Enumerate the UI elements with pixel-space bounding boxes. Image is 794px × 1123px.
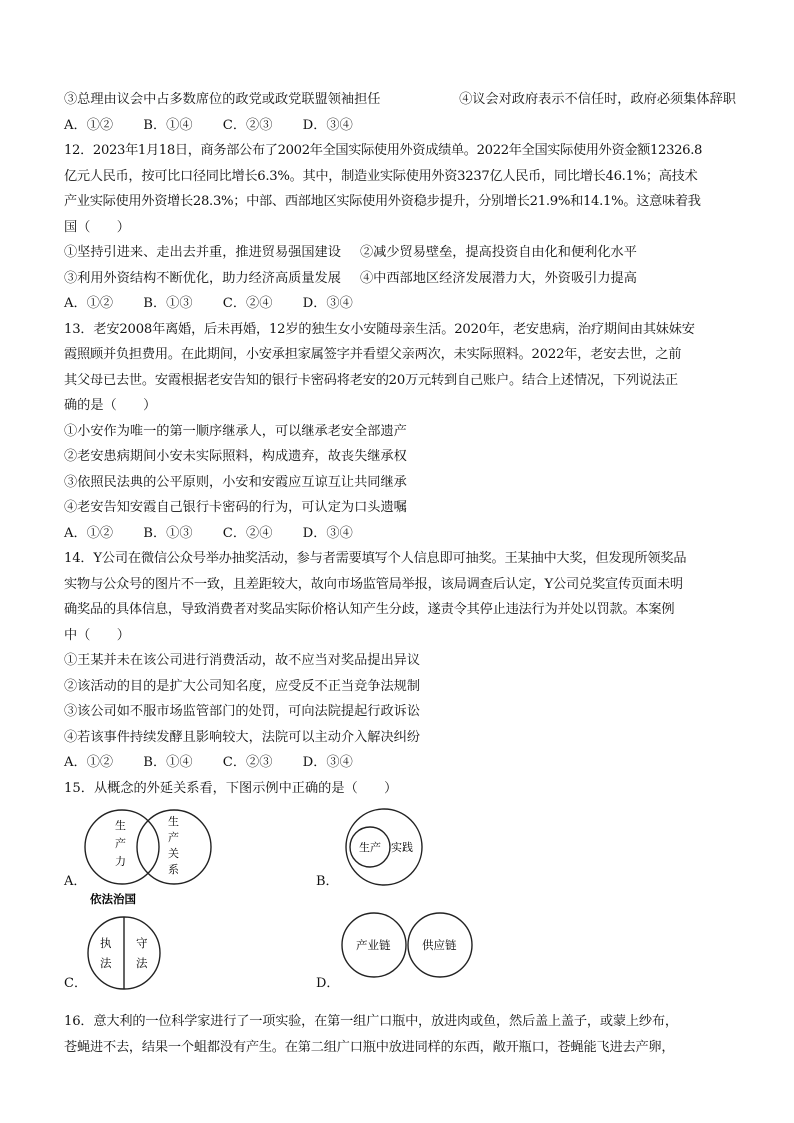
- q11-options-row-2: [64, 87, 736, 113]
- figure-a-label: A．: [64, 874, 87, 889]
- answer-a: A．①②: [64, 296, 114, 311]
- answer-b: B．①④: [143, 755, 193, 770]
- q14-stem-line: 14．Y公司在微信公众号举办抽奖活动，参与者需要填写个人信息即可抽奖。王某抽中大奖，但发现所领奖品: [64, 551, 687, 566]
- question-13: [64, 317, 736, 547]
- answer-c: C．②③: [222, 117, 273, 133]
- q12-stem-line: 产业实际使用外资增长28.3%；中部、西部地区实际使用外资稳步提升，分别增长21.9%和14.1%。这意味着我: [64, 194, 701, 209]
- separate-circles-diagram: [340, 910, 480, 980]
- answer-a: A．①②: [64, 755, 114, 770]
- q12-options-row-1: [64, 240, 736, 266]
- venn-nested-diagram: [336, 805, 436, 895]
- figure-c-label: C．: [64, 976, 87, 991]
- q16-stem-line: 16．意大利的一位科学家进行了一项实验，在第一组广口瓶中，放进肉或鱼，然后盖上盖子，或蒙上纱布，: [64, 1014, 678, 1029]
- q12-option-1: ①坚持引进来、走出去并重，推进贸易强国建设: [64, 245, 341, 260]
- q12-answers: [64, 291, 736, 317]
- fig-c-right-char: 守: [136, 936, 148, 950]
- figure-a: [84, 807, 224, 887]
- q11-option-4: ④议会对政府表示不信任时，政府必须集体辞职: [459, 92, 736, 107]
- q13-stem-line: 其父母已去世。安霞根据老安告知的银行卡密码将老安的20万元转到自己账户。结合上述情况，下列说法正: [64, 372, 678, 388]
- q12-stem-line: 亿元人民币，按可比口径同比增长6.3%。其中，制造业实际使用外资3237亿人民币，同比增长46.1%；高技术: [64, 168, 698, 184]
- fig-c-right-char: 法: [136, 956, 148, 970]
- q13-answers: [64, 521, 736, 547]
- q13-option-4: ④老安告知安霞自己银行卡密码的行为，可认定为口头遗嘱: [64, 500, 407, 515]
- q14-stem-line: 确奖品的具体信息，导致消费者对奖品实际价格认知产生分歧，遂责令其停止违法行为并处以罚款。本案例: [64, 602, 675, 617]
- answer-c: C．②④: [222, 296, 273, 311]
- fig-a-right-char: 系: [168, 863, 179, 876]
- q13-stem-line: 霞照顾并负担费用。在此期间，小安承担家属签字并看望父亲两次，未实际照料。2022年，老安去世，之前: [64, 347, 682, 362]
- figure-b-label: B．: [316, 874, 339, 889]
- q13-option-1: ①小安作为唯一的第一顺序继承人，可以继承老安全部遗产: [64, 423, 407, 439]
- answer-b: B．①④: [143, 117, 193, 133]
- q12-option-2: ②减少贸易壁垒，提高投资自由化和便利化水平: [360, 245, 637, 260]
- q14-option-3: ③该公司如不服市场监管部门的处罚，可向法院提起行政诉讼: [64, 704, 421, 719]
- q13-option-3: ③依照民法典的公平原则，小安和安霞应互谅互让共同继承: [64, 474, 407, 490]
- fig-d-right-label: 供应链: [422, 938, 457, 952]
- answer-b: B．①③: [143, 296, 193, 311]
- question-15: [64, 776, 736, 1036]
- q14-option-1: ①王某并未在该公司进行消费活动，故不应当对奖品提出异议: [64, 653, 421, 668]
- q13-option-2: ②老安患病期间小安未实际照料，构成遗弃，故丧失继承权: [64, 449, 407, 464]
- divided-circle-diagram: [82, 891, 182, 1001]
- q13-stem-line: 13．老安2008年离婚，后未再婚，12岁的独生女小安随母亲生活。2020年，老安患病，治疗期间由其妹妹安: [64, 321, 695, 337]
- fig-b-outer-label: 实践: [391, 841, 413, 854]
- answer-c: C．②③: [222, 755, 273, 770]
- fig-a-right-char: 关: [168, 847, 179, 860]
- fig-a-left-char: 力: [115, 855, 126, 868]
- answer-d: D．③④: [302, 525, 353, 541]
- q14-stem-line: 中（ ）: [64, 627, 130, 643]
- question-12: [64, 138, 736, 317]
- figure-b: [336, 805, 436, 895]
- fig-c-left-char: 法: [100, 956, 112, 970]
- answer-d: D．③④: [302, 755, 353, 770]
- fig-a-right-char: 生: [168, 815, 179, 828]
- answer-c: C．②④: [222, 525, 273, 541]
- figure-d-label: D．: [316, 976, 340, 991]
- q15-stem: 15．从概念的外延关系看，下图示例中正确的是（ ）: [64, 780, 398, 796]
- fig-c-title: 依法治国: [90, 892, 136, 906]
- q14-option-4: ④若该事件持续发酵且影响较大，法院可以主动介入解决纠纷: [64, 729, 421, 745]
- answer-d: D．③④: [302, 117, 353, 133]
- fig-a-left-char: 生: [115, 819, 126, 832]
- answer-a: A．①②: [64, 525, 114, 541]
- q11-option-3: ③总理由议会中占多数席位的政党或政党联盟领袖担任: [64, 92, 381, 107]
- q14-answers: [64, 750, 736, 776]
- q12-option-3: ③利用外资结构不断优化，助力经济高质量发展: [64, 270, 341, 286]
- q12-stem-line: 国（ ）: [64, 219, 130, 235]
- fig-c-left-char: 执: [100, 936, 112, 950]
- q16-stem-line: 苍蝇进不去，结果一个蛆都没有产生。在第二组广口瓶中放进同样的东西，敞开瓶口，苍蝇能飞进去产卵，: [64, 1039, 675, 1055]
- figure-c: [82, 891, 182, 1001]
- fig-b-inner-label: 生产: [359, 841, 381, 854]
- exam-page: [64, 87, 736, 1060]
- fig-a-left-char: 产: [115, 837, 126, 850]
- q15-figures: [64, 805, 736, 1035]
- fig-a-right-char: 产: [168, 831, 179, 844]
- q12-options-row-2: [64, 266, 736, 292]
- q14-option-2: ②该活动的目的是扩大公司知名度，应受反不正当竞争法规制: [64, 678, 421, 694]
- question-14: [64, 546, 736, 776]
- answer-d: D．③④: [302, 296, 353, 311]
- figure-d: [340, 910, 480, 980]
- q14-stem-line: 实物与公众号的图片不一致，且差距较大，故向市场监管局举报，该局调查后认定，Y公司兑奖宣传页面未明: [64, 576, 683, 592]
- fig-d-left-label: 产业链: [356, 938, 391, 952]
- q13-stem-line: 确的是（ ）: [64, 398, 157, 413]
- answer-b: B．①③: [143, 525, 193, 541]
- q12-stem-line: 12．2023年1月18日，商务部公布了2002年全国实际使用外资成绩单。2022年全国实际使用外资金额12326.8: [64, 143, 703, 158]
- q12-option-4: ④中西部地区经济发展潜力大，外资吸引力提高: [360, 270, 637, 286]
- venn-overlap-diagram: [84, 807, 224, 887]
- q11-answers: [64, 113, 736, 139]
- answer-a: A．①②: [64, 117, 114, 133]
